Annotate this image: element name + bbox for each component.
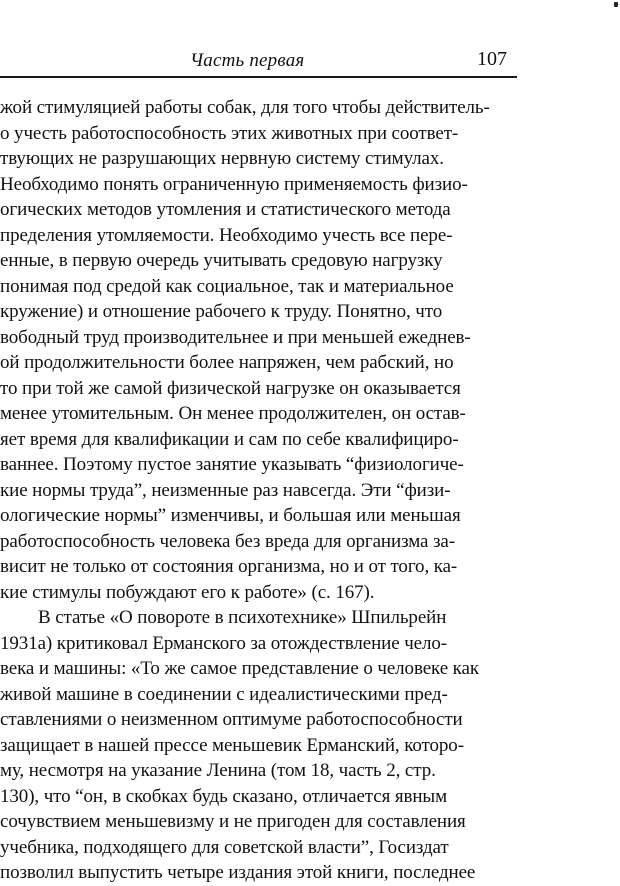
text-line: кружение) и отношение рабочего к труду. Понятно, что <box>0 301 443 322</box>
text-line: Необходимо понять ограниченную применяемость физио- <box>0 173 468 195</box>
text-line: жой стимуляцией работы собак, для того чтобы действитель- <box>0 97 490 118</box>
paragraph-start-line: В статье «О повороте в психотехнике» Шпильрейн <box>38 607 447 628</box>
text-line: понимая под средой как социальное, так и материальное <box>0 275 454 297</box>
text-line: менее утомительным. Он менее продолжителен, он остав- <box>0 403 466 424</box>
text-line: висит не только от состояния организма, но и от того, ка- <box>0 556 458 577</box>
text-line: живой машине в соединении с идеалистическими пред- <box>0 683 448 705</box>
running-header <box>0 46 520 78</box>
text-line: енные, в первую очередь учитывать средовую нагрузку <box>0 250 443 271</box>
text-line: века и машины: «То же самое представление о человеке как <box>0 658 479 679</box>
body-text <box>0 95 520 886</box>
text-line: защищает в нашей прессе меньшевик Ерманский, которо- <box>0 734 464 756</box>
text-line: сочувствием меньшевизму и не пригоден для составления <box>0 811 466 832</box>
text-line: кие нормы труда”, неизменные раз навсегда. Эти “физи- <box>0 479 451 501</box>
text-line: ой продолжительности более напряжен, чем рабский, но <box>0 352 454 373</box>
text-line: пределения утомляемости. Необходимо учесть все пере- <box>0 224 453 246</box>
text-line: позволил выпустить четыре издания этой книги, последнее <box>0 862 476 883</box>
text-line: му, несмотря на указание Ленина (том 18, часть 2, стр. <box>0 760 436 781</box>
text-line: ологические нормы” изменчивы, и большая или меньшая <box>0 505 461 526</box>
text-line: ставлениями о неизменном оптимуме работоспособности <box>0 709 463 730</box>
text-line: то при той же самой физической нагрузке он оказывается <box>0 377 461 399</box>
text-line: огических методов утомления и статистического метода <box>0 199 451 220</box>
text-line: ваннее. Поэтому пустое занятие указывать “физиологиче- <box>0 454 464 475</box>
text-line: работоспособность человека без вреда для организма за- <box>0 530 455 552</box>
text-line: твующих не разрушающих нервную систему стимулах. <box>0 148 444 169</box>
header-rule <box>0 76 517 78</box>
text-line: 130), что “он, в скобках будь сказано, отличается явным <box>0 785 448 807</box>
text-line: учебника, подходящего для советской власти”, Госиздат <box>0 836 449 858</box>
text-line: кие стимулы побуждают его к работе» (с. 167). <box>0 581 375 603</box>
page-number: 107 <box>477 48 507 70</box>
text-line: о учесть работоспособность этих животных при соответ- <box>0 122 459 144</box>
ink-speck <box>614 2 618 7</box>
text-line: 1931а) критиковал Ерманского за отождествление чело- <box>0 632 447 654</box>
running-header-title: Часть первая <box>190 50 305 71</box>
text-line: вободный труд производительнее и при меньшей ежеднев- <box>0 326 471 348</box>
text-line: яет время для квалификации и сам по себе квалифициро- <box>0 428 459 450</box>
